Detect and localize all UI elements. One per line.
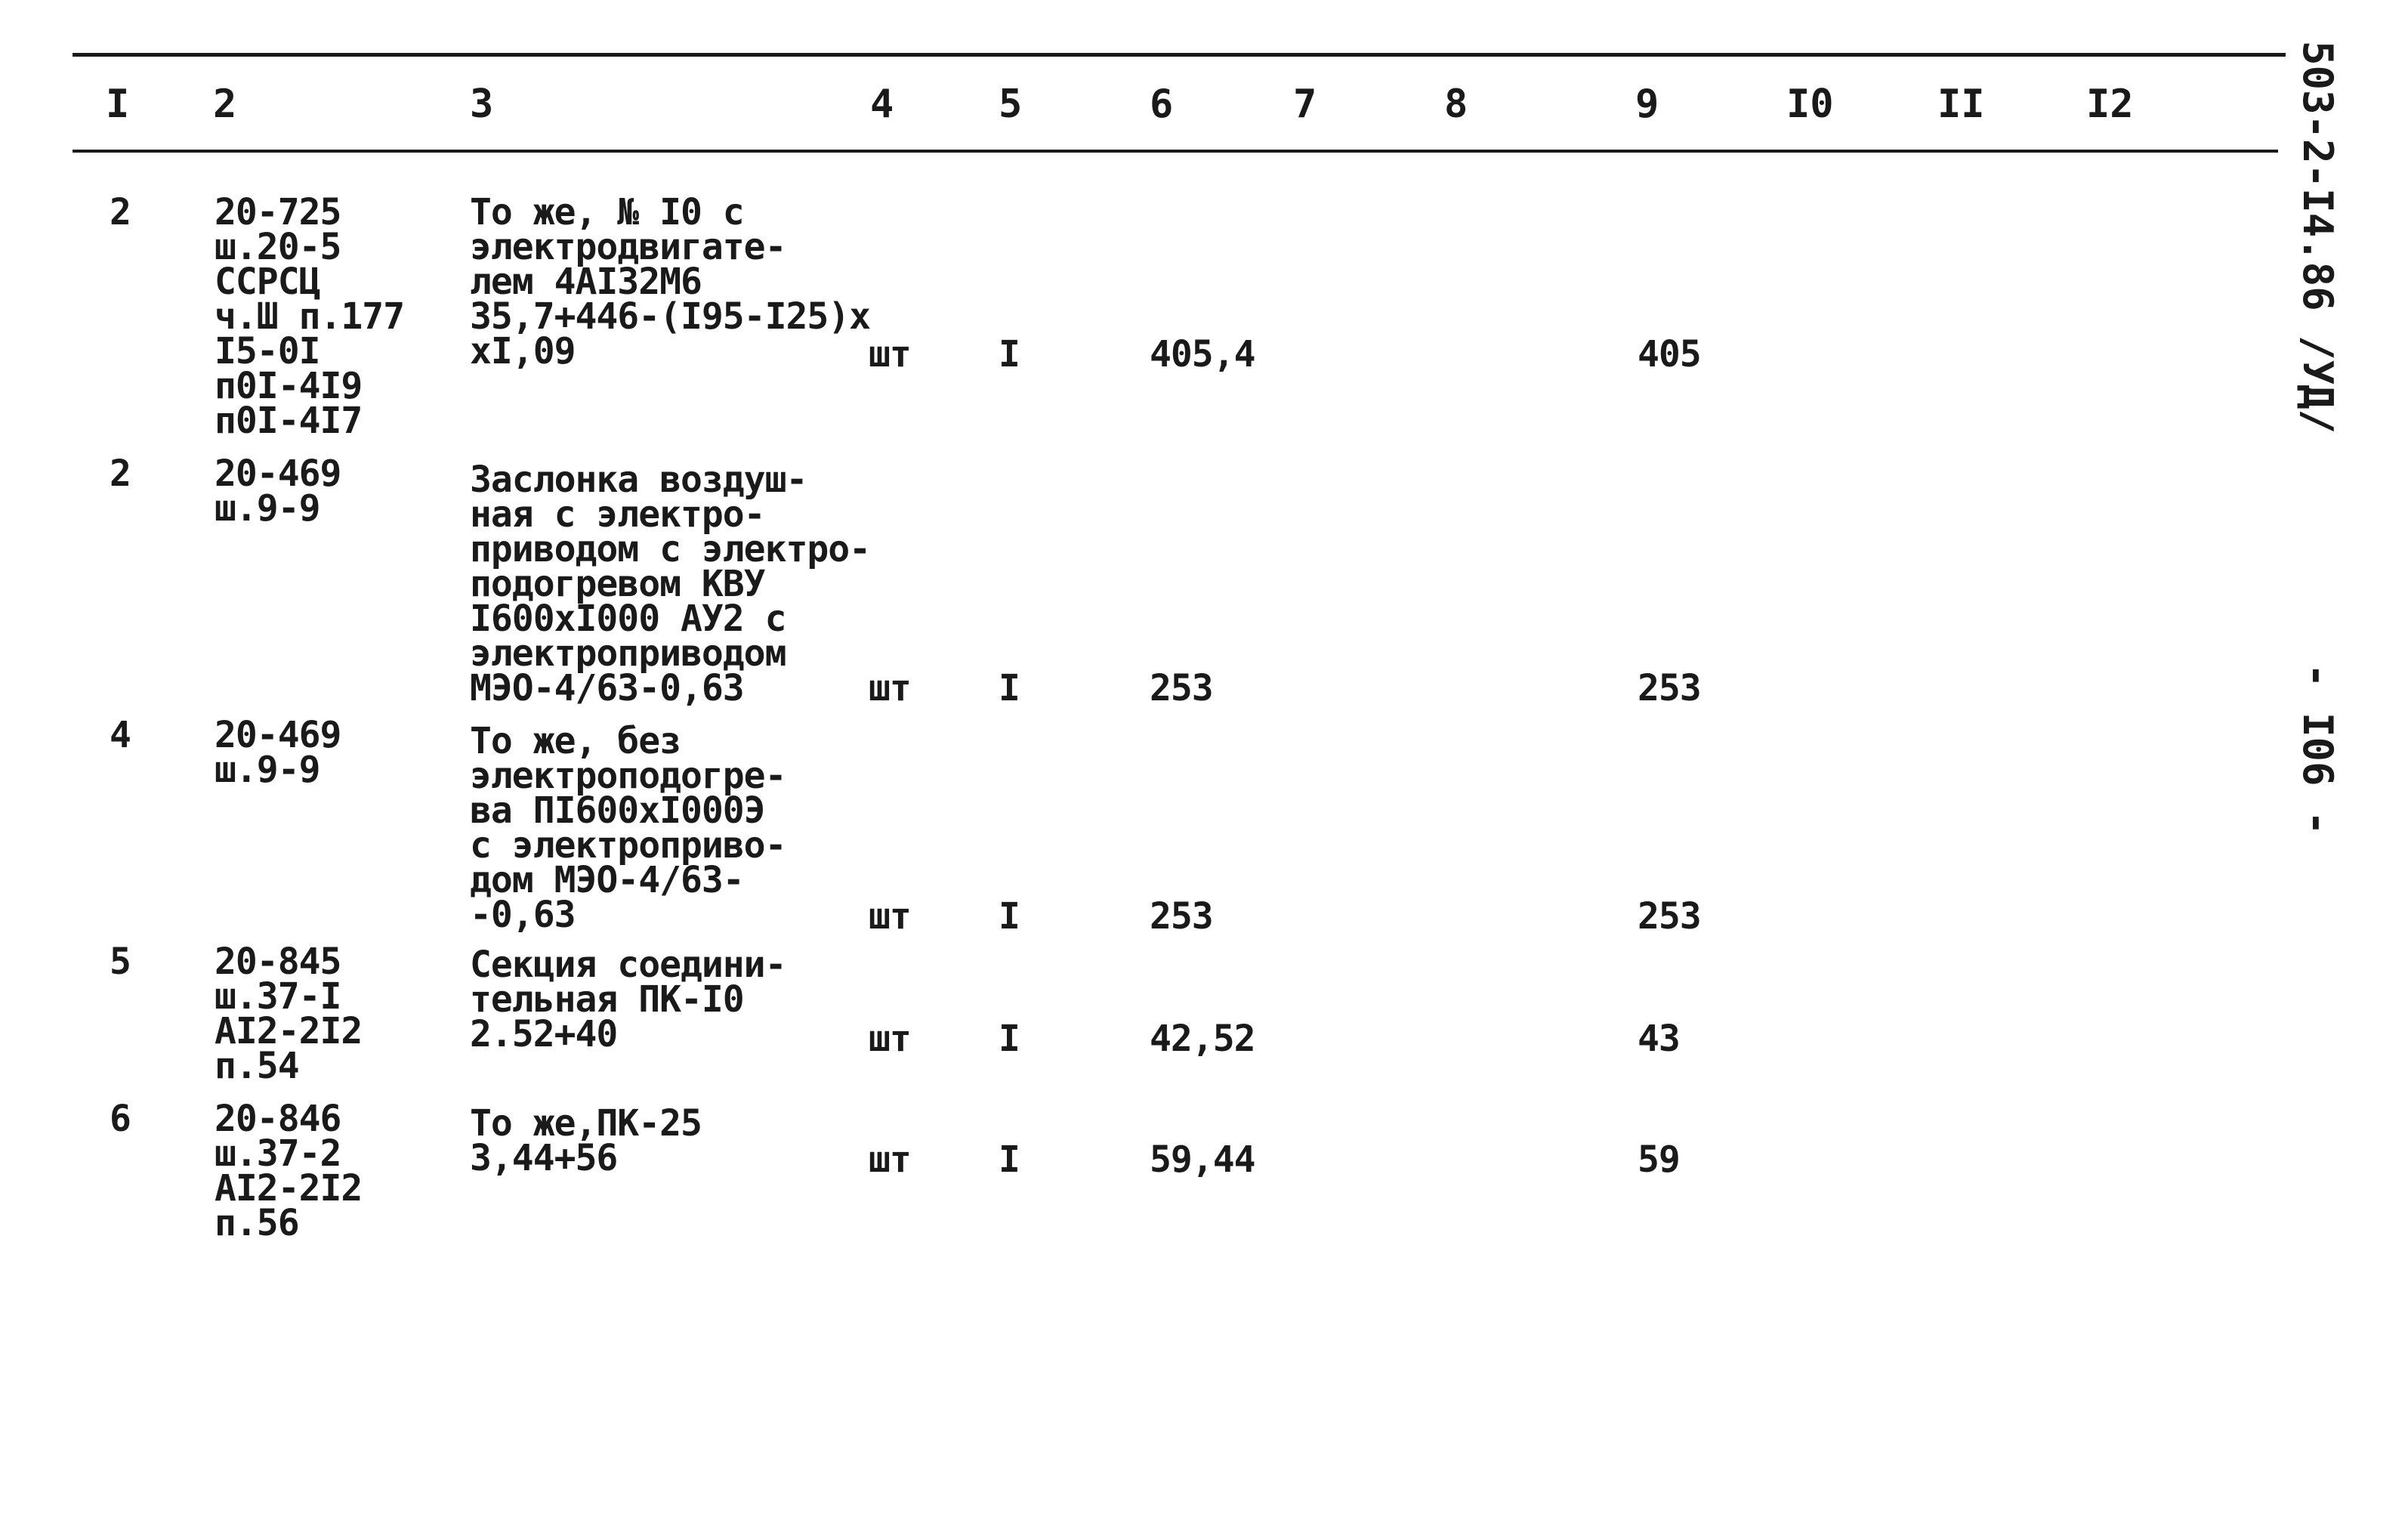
row-position: 2 <box>110 191 131 233</box>
row-price: 42,52 <box>1150 1018 1255 1060</box>
row-unit: шт <box>869 667 911 709</box>
col-header-5: 5 <box>999 82 1023 127</box>
row-position: 6 <box>110 1098 131 1140</box>
row-total: 253 <box>1638 667 1701 709</box>
row-price: 405,4 <box>1150 333 1255 375</box>
row-position: 4 <box>110 714 131 756</box>
row-code: 20-845 ш.37-I АI2-2I2 п.54 <box>215 941 363 1087</box>
col-header-8: 8 <box>1444 82 1468 127</box>
row-total: 405 <box>1638 333 1701 375</box>
col-header-10: I0 <box>1786 82 1834 127</box>
row-total: 253 <box>1638 895 1701 938</box>
row-position: 2 <box>110 453 131 495</box>
row-name: То же,ПК-25 3,44+56 <box>470 1102 702 1179</box>
col-header-4: 4 <box>870 82 894 127</box>
row-price: 59,44 <box>1150 1139 1255 1181</box>
row-qty: I <box>999 1018 1020 1060</box>
row-total: 59 <box>1638 1139 1680 1181</box>
row-position: 5 <box>110 941 131 983</box>
col-header-1: I <box>106 82 130 127</box>
row-unit: шт <box>869 1139 911 1181</box>
row-name: Секция соедини- тельная ПК-I0 2.52+40 <box>470 944 786 1055</box>
row-qty: I <box>999 895 1020 938</box>
row-qty: I <box>999 667 1020 709</box>
row-qty: I <box>999 1139 1020 1181</box>
col-header-9: 9 <box>1635 82 1659 127</box>
row-code: 20-469 ш.9-9 <box>215 453 341 530</box>
row-unit: шт <box>869 895 911 938</box>
row-code: 20-725 ш.20-5 ССРСЦ ч.Ш п.177 I5-0I п0I-4I9 п0I-4I7 <box>215 191 405 442</box>
row-code: 20-469 ш.9-9 <box>215 714 341 791</box>
row-name: То же, № I0 с электродвигате- лем 4АI32М6 35,7+446-(I95-I25)х хI,09 <box>470 191 871 372</box>
col-header-11: II <box>1937 82 1985 127</box>
row-unit: шт <box>869 1018 911 1060</box>
col-header-2: 2 <box>213 82 237 127</box>
row-total: 43 <box>1638 1018 1680 1060</box>
row-unit: шт <box>869 333 911 375</box>
row-price: 253 <box>1150 895 1213 938</box>
top-rule <box>73 53 2286 57</box>
document-code: 503-2-I4.86 /УД/ <box>2294 41 2342 434</box>
row-name: То же, без электроподогре- ва ПI600хI000Э с электроприво- дом МЭО-4/63- -0,63 <box>470 720 786 936</box>
row-price: 253 <box>1150 667 1213 709</box>
col-header-6: 6 <box>1150 82 1174 127</box>
row-code: 20-846 ш.37-2 АI2-2I2 п.56 <box>215 1098 363 1244</box>
row-name: Заслонка воздуш- ная с электро- приводом с электро- подогревом КВУ I600хI000 АУ2 с электроприводом МЭО-4/63-0,63 <box>470 459 871 709</box>
col-header-7: 7 <box>1293 82 1317 127</box>
col-header-12: I2 <box>2086 82 2134 127</box>
row-qty: I <box>999 333 1020 375</box>
header-rule <box>73 150 2278 153</box>
col-header-3: 3 <box>470 82 494 127</box>
page-number: - I06 - <box>2294 663 2342 836</box>
